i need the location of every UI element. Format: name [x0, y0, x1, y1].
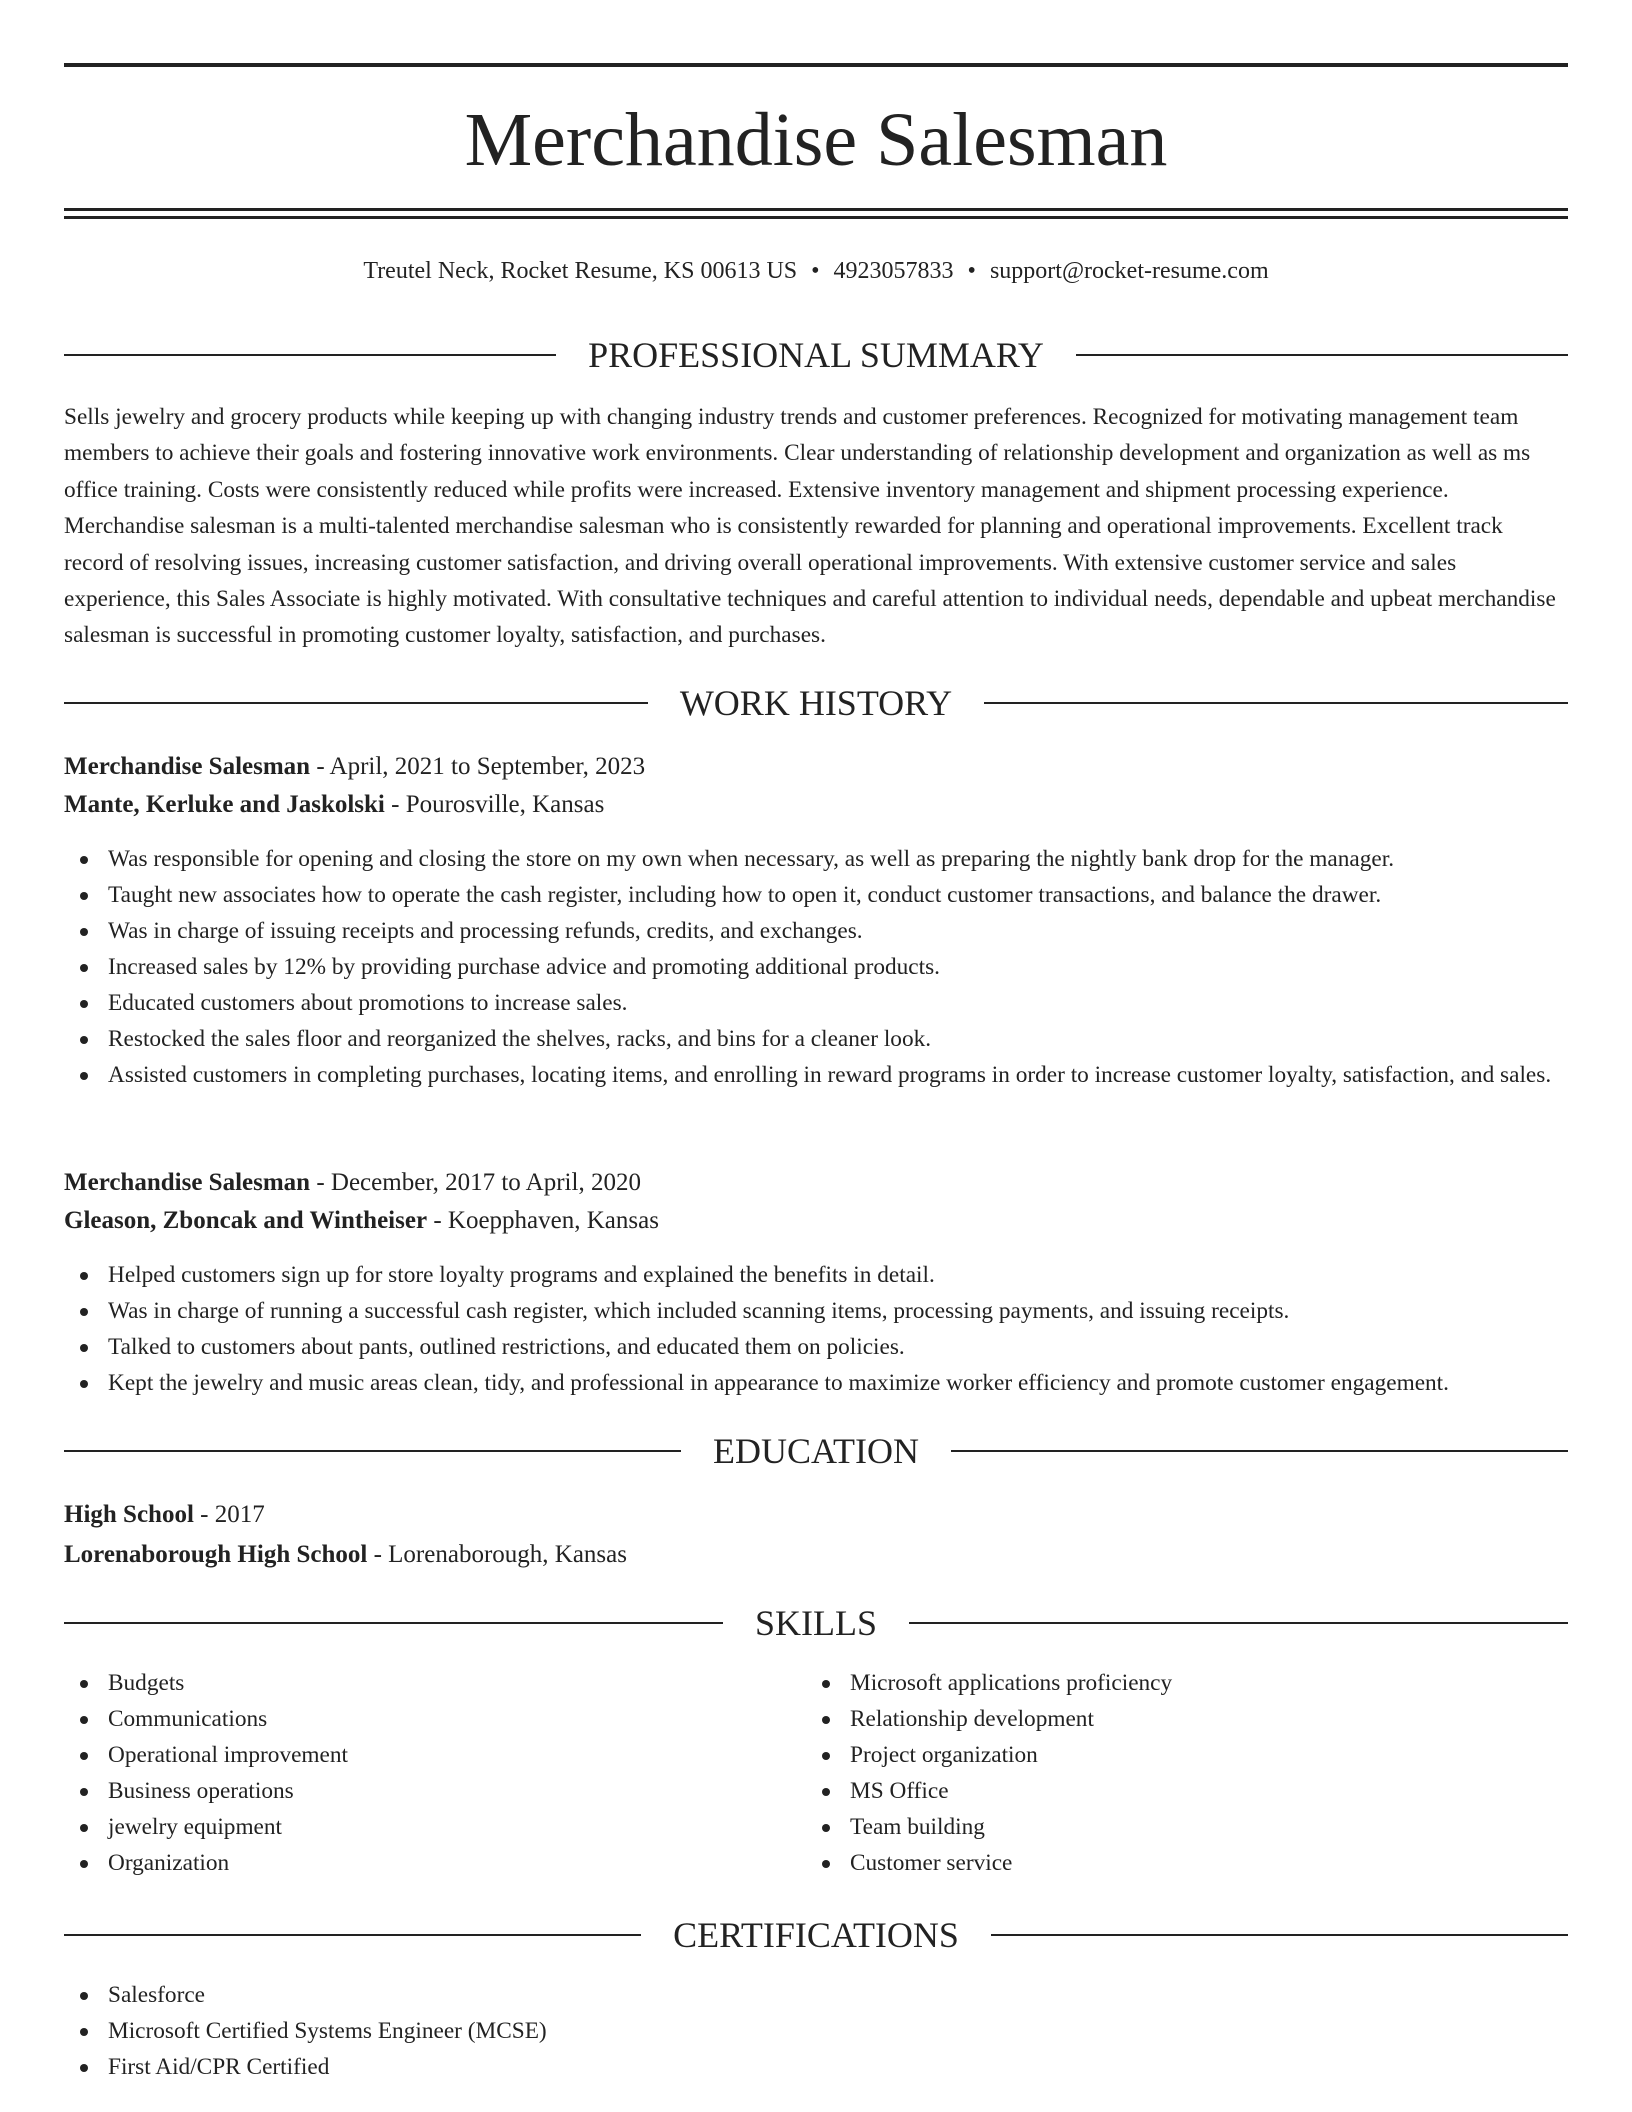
job-bullets — [64, 1257, 1568, 1401]
contact-line — [64, 255, 1568, 287]
section-title: WORK HISTORY — [679, 683, 953, 723]
skill-item: Communications — [64, 1701, 1568, 1737]
list-item: Kept the jewelry and music areas clean, tidy, and professional in appearance to maximize worker efficiency and promote customer engagement. — [64, 1365, 1568, 1401]
heading-rule — [991, 1934, 1568, 1936]
contact-phone: 4923057833 — [833, 258, 954, 284]
certification-item: Salesforce — [64, 1977, 1568, 2013]
section-title: CERTIFICATIONS — [673, 1915, 959, 1955]
list-item: Was responsible for opening and closing the store on my own when necessary, as well as preparing the nightly bank drop for the manager. — [64, 841, 1568, 877]
skill-item: Operational improvement — [64, 1737, 1568, 1773]
job-company: Gleason, Zboncak and Wintheiser — [64, 1207, 428, 1234]
list-item: Helped customers sign up for store loyalty programs and explained the benefits in detail. — [64, 1257, 1568, 1293]
list-item: Was in charge of running a successful cash register, which included scanning items, processing payments, and issuing receipts. — [64, 1293, 1568, 1329]
job-role: Merchandise Salesman — [64, 1169, 311, 1196]
heading-rule — [64, 702, 648, 704]
list-item: Was in charge of issuing receipts and processing refunds, credits, and exchanges. — [64, 913, 1568, 949]
skill-item: Customer service — [806, 1845, 1632, 1881]
skills-list-right — [806, 1665, 1632, 1881]
top-rule — [64, 63, 1568, 67]
summary-text: Sells jewelry and grocery products while keeping up with changing industry trends and customer preferences. Recognized for motivating management team members to achieve their goals and fostering innovative work environments. Clear understanding of relationship development and organization as well as ms office training. Costs were consistently reduced while profits were increased. Extensive inventory management and shipment processing experience. Merchandise salesman is a multi-talented merchandise salesman who is consistently rewarded for planning and operational improvements. Excellent track record of resolving issues, increasing customer satisfaction, and driving overall operational improvements. With extensive customer service and sales experience, this Sales Associate is highly motivated. With consultative techniques and careful attention to individual needs, dependable and upbeat merchandise salesman is successful in promoting customer loyalty, satisfaction, and purchases. — [64, 404, 1556, 649]
job-company: Mante, Kerluke and Jaskolski — [64, 791, 385, 818]
section-title: EDUCATION — [713, 1431, 919, 1471]
job-title-line — [64, 749, 1568, 785]
contact-address: Treutel Neck, Rocket Resume, KS 00613 US — [363, 258, 798, 284]
list-item: Assisted customers in completing purchases, locating items, and enrolling in reward programs in order to increase customer loyalty, satisfaction, and sales. — [64, 1057, 1568, 1093]
job-company-line — [64, 1203, 1568, 1239]
skill-item: Team building — [806, 1809, 1632, 1845]
skill-item: jewelry equipment — [64, 1809, 1568, 1845]
section-title: SKILLS — [755, 1603, 878, 1643]
skill-item: Relationship development — [806, 1701, 1632, 1737]
certifications-section-heading — [64, 1915, 1568, 1955]
skills-section-heading — [64, 1603, 1568, 1643]
education-location: - Lorenaborough, Kansas — [367, 1541, 627, 1568]
heading-rule — [64, 1622, 723, 1624]
skill-item: Business operations — [64, 1773, 1568, 1809]
job-dates: - December, 2017 to April, 2020 — [310, 1169, 641, 1196]
education-school: Lorenaborough High School — [64, 1541, 368, 1568]
job-title-line — [64, 1165, 1568, 1201]
job-location: - Pourosville, Kansas — [384, 791, 605, 818]
list-item: Talked to customers about pants, outlined restrictions, and educated them on policies. — [64, 1329, 1568, 1365]
heading-rule — [64, 354, 556, 356]
skill-item: Budgets — [64, 1665, 1568, 1701]
job-location: - Koepphaven, Kansas — [427, 1207, 659, 1234]
certifications-list — [64, 1977, 1568, 2085]
job-company-line — [64, 787, 1568, 823]
title-rule-lower — [64, 216, 1568, 219]
skill-item: MS Office — [806, 1773, 1632, 1809]
list-item: Increased sales by 12% by providing purchase advice and promoting additional products. — [64, 949, 1568, 985]
contact-separator: • — [967, 258, 976, 284]
section-title: PROFESSIONAL SUMMARY — [588, 335, 1044, 375]
heading-rule — [64, 1450, 681, 1452]
list-item: Taught new associates how to operate the cash register, including how to open it, conduct customer transactions, and balance the drawer. — [64, 877, 1568, 913]
education-degree: High School — [64, 1501, 194, 1528]
contact-email: support@rocket-resume.com — [989, 258, 1269, 284]
contact-separator: • — [811, 258, 820, 284]
heading-rule — [1076, 354, 1568, 356]
list-item: Restocked the sales floor and reorganized the shelves, racks, and bins for a cleaner look. — [64, 1021, 1568, 1057]
job-role: Merchandise Salesman — [64, 753, 311, 780]
skill-item: Project organization — [806, 1737, 1632, 1773]
list-item: Educated customers about promotions to increase sales. — [64, 985, 1568, 1021]
certification-item: First Aid/CPR Certified — [64, 2049, 1568, 2085]
education-section-heading — [64, 1431, 1568, 1471]
summary-section-heading — [64, 335, 1568, 375]
certification-item: Microsoft Certified Systems Engineer (MCSE) — [64, 2013, 1568, 2049]
work-section-heading — [64, 683, 1568, 723]
heading-rule — [951, 1450, 1568, 1452]
resume-title: Merchandise Salesman — [464, 98, 1168, 182]
education-degree-line — [64, 1497, 1568, 1533]
education-school-line — [64, 1537, 1568, 1573]
heading-rule — [64, 1934, 641, 1936]
title-rule-upper — [64, 208, 1568, 211]
education-year: - 2017 — [193, 1501, 265, 1528]
skill-item: Organization — [64, 1845, 1568, 1881]
job-dates: - April, 2021 to September, 2023 — [310, 753, 646, 780]
skill-item: Microsoft applications proficiency — [806, 1665, 1632, 1701]
heading-rule — [984, 702, 1568, 704]
job-bullets — [64, 841, 1568, 1093]
heading-rule — [909, 1622, 1568, 1624]
